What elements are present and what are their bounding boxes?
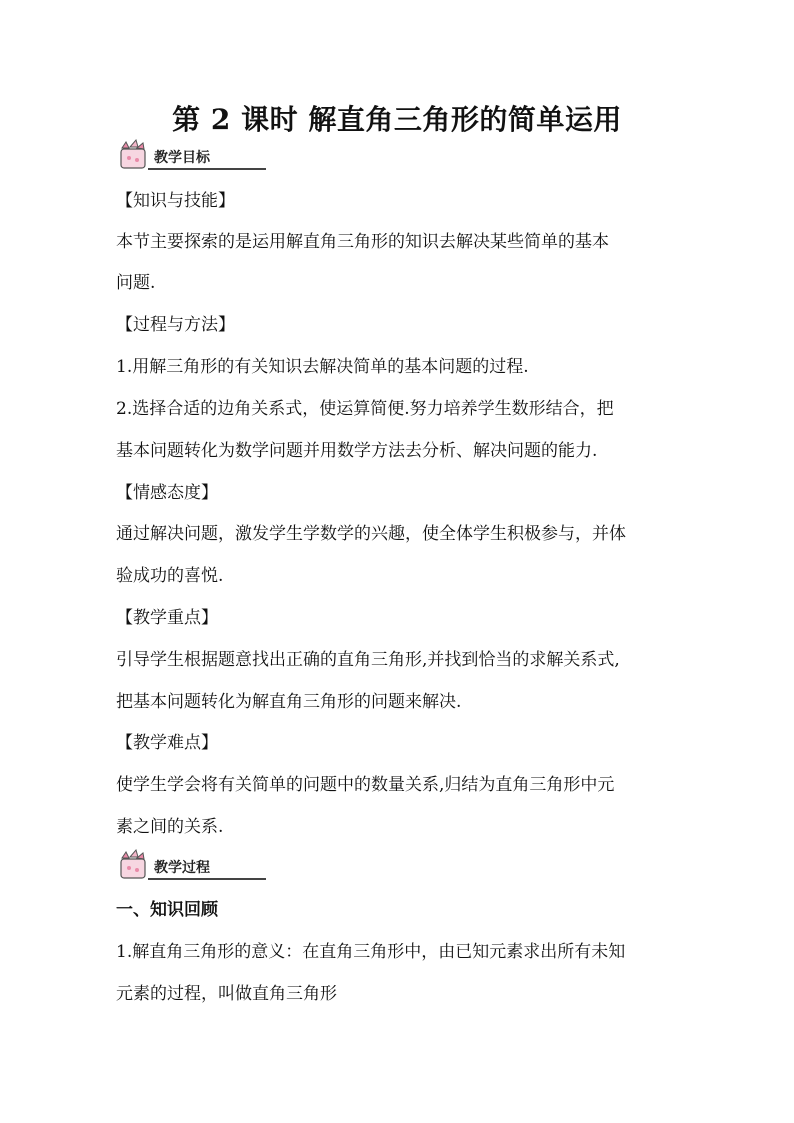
review-text-2: 元素的过程，叫做直角三角形	[116, 984, 337, 1004]
key-point-text-2: 把基本问题转化为解直角三角形的问题来解决.	[116, 692, 462, 712]
emotion-text-2: 验成功的喜悦.	[116, 566, 224, 586]
key-point-heading: 【教学重点】	[116, 608, 218, 628]
method-text-2: 2.选择合适的边角关系式，使运算简便.努力培养学生数形结合，把	[116, 399, 614, 419]
method-text-3: 基本问题转化为数学问题并用数学方法去分析、解决问题的能力.	[116, 441, 598, 461]
section-label-goals: 教学目标	[154, 150, 210, 166]
review-heading: 一、知识回顾	[116, 900, 218, 920]
pencil-cup-icon	[116, 848, 152, 884]
section-header-goals	[116, 138, 266, 178]
section-label-process: 教学过程	[154, 860, 210, 876]
knowledge-text-2: 问题.	[116, 273, 156, 293]
difficulty-text-1: 使学生学会将有关简单的问题中的数量关系,归结为直角三角形中元	[116, 775, 615, 795]
emotion-heading: 【情感态度】	[116, 483, 218, 503]
section-underline	[148, 168, 266, 170]
knowledge-heading: 【知识与技能】	[116, 191, 235, 211]
key-point-text-1: 引导学生根据题意找出正确的直角三角形,并找到恰当的求解关系式,	[116, 650, 620, 670]
pencil-cup-icon	[116, 138, 152, 174]
page-title: 第 2 课时 解直角三角形的简单运用	[172, 103, 622, 136]
method-text-1: 1.用解三角形的有关知识去解决简单的基本问题的过程.	[116, 357, 529, 377]
difficulty-text-2: 素之间的关系.	[116, 817, 224, 837]
section-underline	[148, 878, 266, 880]
emotion-text-1: 通过解决问题，激发学生学数学的兴趣，使全体学生积极参与，并体	[116, 524, 626, 544]
review-text-1: 1.解直角三角形的意义：在直角三角形中，由已知元素求出所有未知	[116, 942, 626, 962]
difficulty-heading: 【教学难点】	[116, 733, 218, 753]
section-header-process	[116, 848, 266, 888]
method-heading: 【过程与方法】	[116, 315, 235, 335]
knowledge-text-1: 本节主要探索的是运用解直角三角形的知识去解决某些简单的基本	[116, 232, 609, 252]
